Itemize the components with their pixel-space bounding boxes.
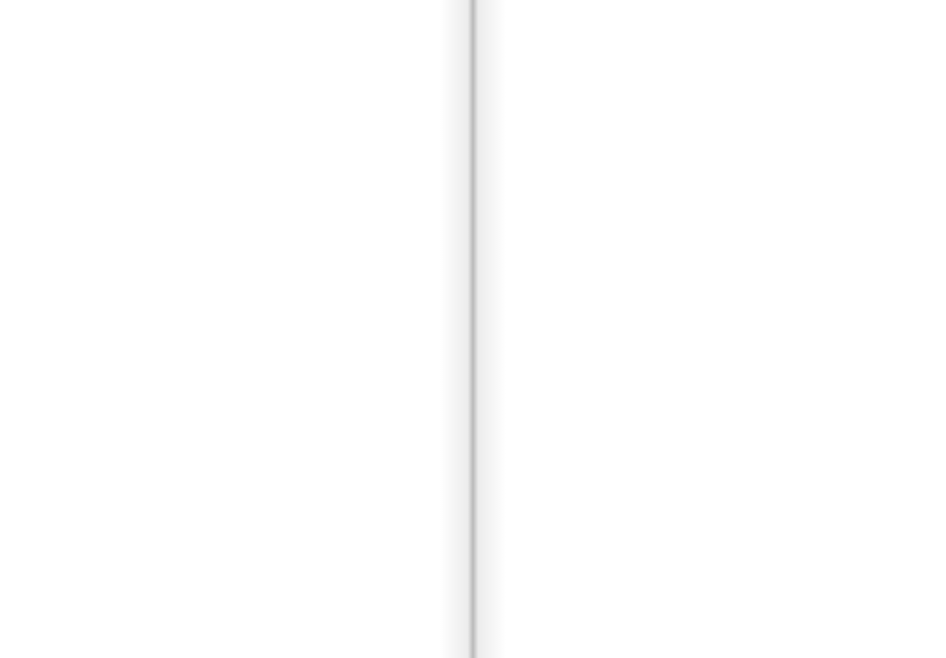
book-gutter (440, 0, 506, 658)
left-page (0, 0, 468, 658)
right-page (478, 0, 946, 658)
